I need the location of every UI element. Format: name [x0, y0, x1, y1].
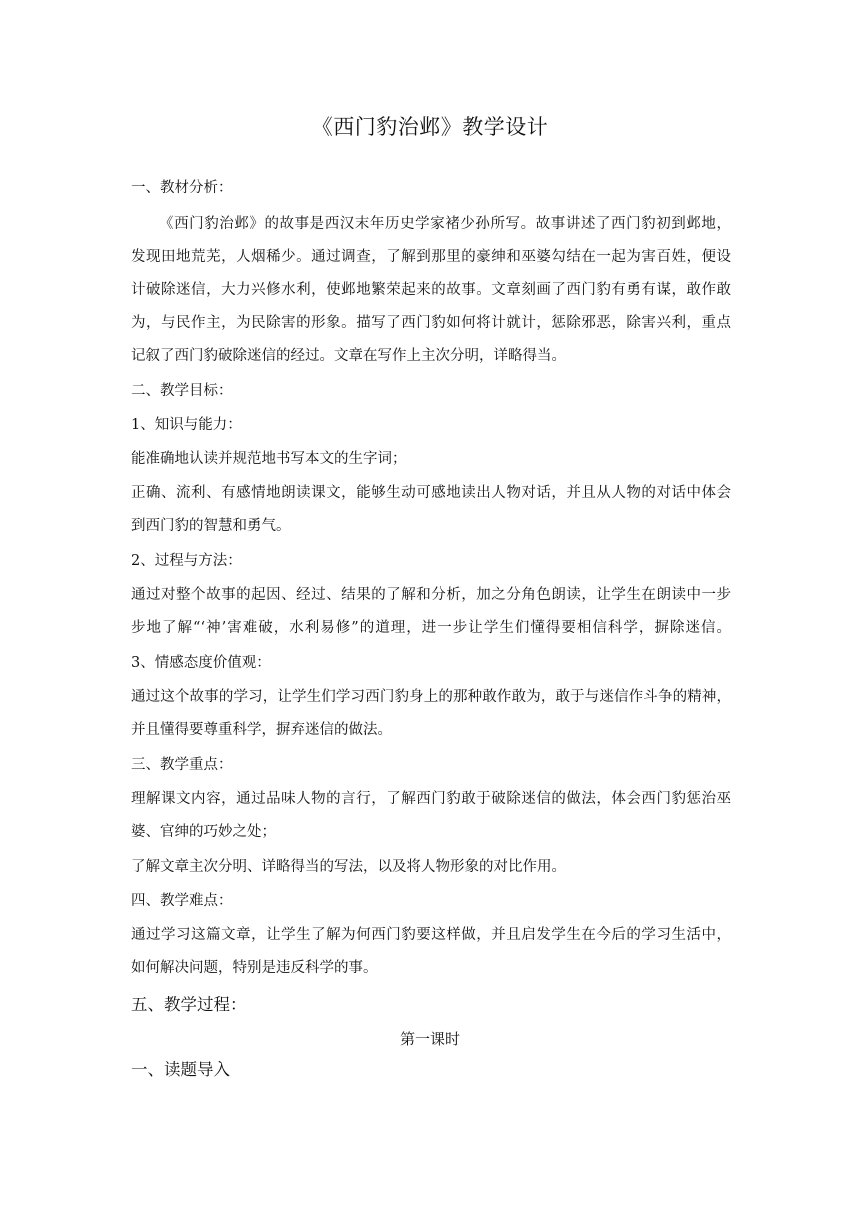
paragraph-line: 了解文章主次分明、详略得当的写法，以及将人物形象的对比作用。: [131, 859, 566, 875]
paragraph-line: 如何解决问题，特别是违反科学的事。: [131, 960, 378, 976]
paragraph-line: 并且懂得要尊重科学，摒弃迷信的做法。: [131, 722, 392, 738]
paragraph-line: 到西门豹的智慧和勇气。: [131, 518, 291, 534]
section-heading-difficulties: 四、教学难点：: [131, 893, 233, 909]
subheading-values: 3、情感态度价值观：: [131, 655, 271, 671]
paragraph-line: 能准确地认读并规范地书写本文的生字词；: [131, 451, 407, 467]
paragraph-line: 通过这个故事的学习，让学生们学习西门豹身上的那种敢作敢为，敢于与迷信作斗争的精神，: [131, 689, 731, 705]
document-title: 《西门豹治邺》教学设计: [311, 115, 549, 139]
paragraph-line: 婆、官绅的巧妙之处；: [131, 824, 276, 840]
subheading-knowledge: 1、知识与能力：: [131, 417, 242, 433]
paragraph-line: 计破除迷信，大力兴修水利，使邺地繁荣起来的故事。文章刻画了西门豹有勇有谋，敢作敢: [131, 282, 731, 298]
paragraph-line: 记叙了西门豹破除迷信的经过。文章在写作上主次分明，详略得当。: [131, 348, 566, 364]
section-heading-goals: 二、教学目标：: [131, 383, 233, 399]
paragraph-line: 发现田地荒芜，人烟稀少。通过调查，了解到那里的豪绅和巫婆勾结在一起为害百姓，便设: [131, 249, 731, 265]
paragraph-line: 《西门豹治邺》的故事是西汉末年历史学家褚少孙所写。故事讲述了西门豹初到邺地，: [159, 216, 731, 232]
paragraph-line: 理解课文内容，通过品味人物的言行，了解西门豹敢于破除迷信的做法，体会西门豹惩治巫: [131, 791, 731, 807]
step-heading: 一、读题导入: [131, 1060, 230, 1079]
paragraph-line: 通过对整个故事的起因、经过、结果的了解和分析，加之分角色朗读，让学生在朗读中一步: [131, 587, 731, 603]
section-heading-process: 五、教学过程：: [131, 995, 247, 1014]
paragraph-line: 正确、流利、有感情地朗读课文，能够生动可感地读出人物对话，并且从人物的对话中体会: [131, 485, 731, 501]
paragraph-line: 通过学习这篇文章，让学生了解为何西门豹要这样做，并且启发学生在今后的学习生活中，: [131, 927, 731, 943]
section-heading-key-points: 三、教学重点：: [131, 757, 233, 773]
subheading-process: 2、过程与方法：: [131, 553, 242, 569]
paragraph-line: 步地了解“‘神’害难破，水利易修”的道理，进一步让学生们懂得要相信科学，摒除迷信。: [131, 620, 731, 636]
lesson-heading: 第一课时: [399, 1030, 460, 1048]
paragraph-line: 为，与民作主，为民除害的形象。描写了西门豹如何将计就计，惩除邪恶，除害兴利，重点: [131, 315, 731, 331]
section-heading-analysis: 一、教材分析：: [131, 180, 233, 196]
